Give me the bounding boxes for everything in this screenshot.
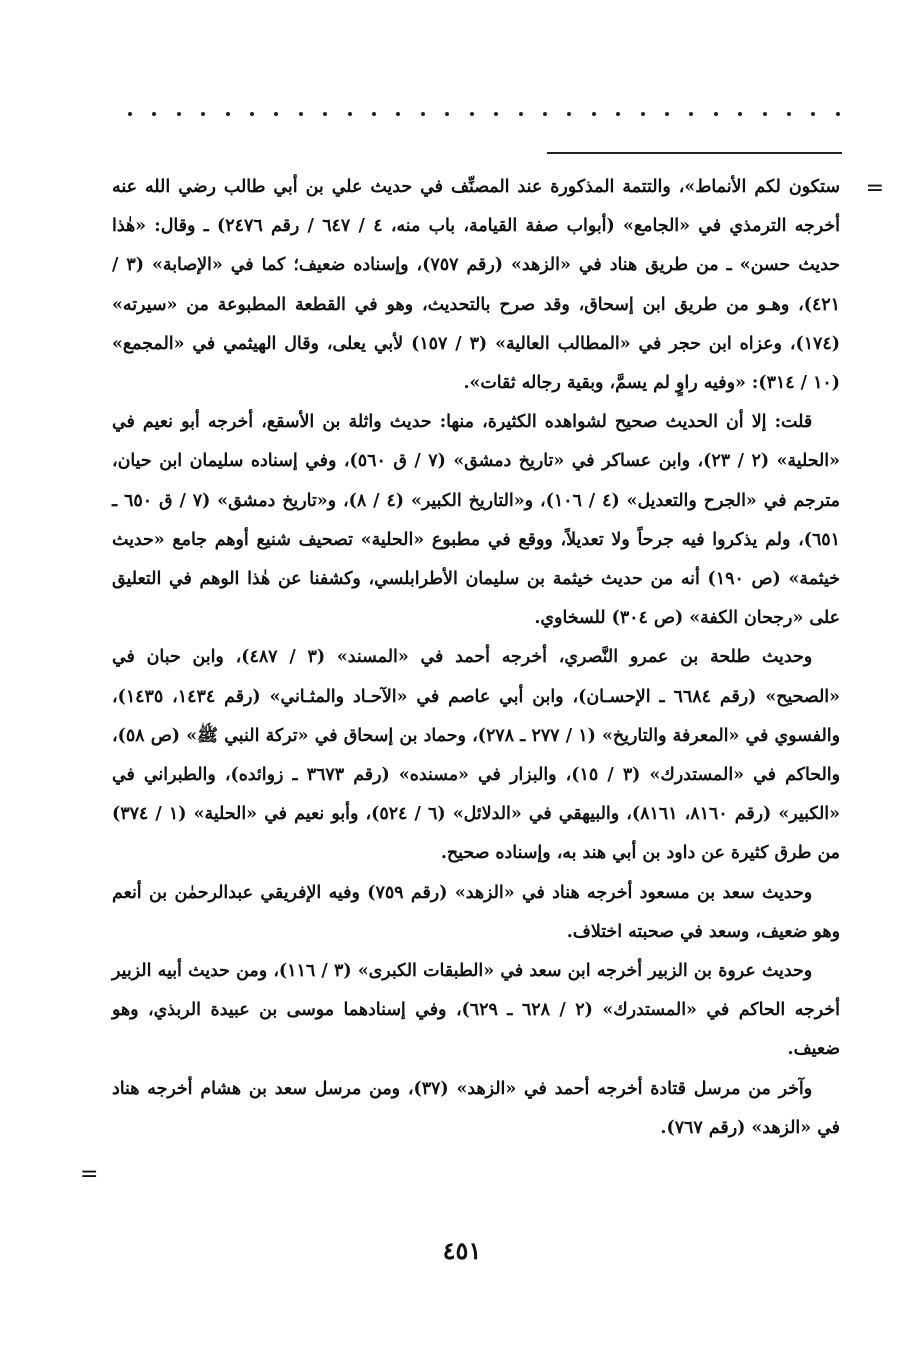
separator-dot — [787, 112, 791, 116]
footnote-paragraph-5: وحديث عروة بن الزبير أخرجه ابن سعد في «الطبقات الكبرى» (٣ / ١١٦)، ومن حديث أبيه الزبير أخرجه الحاكم في «المستدرك» (٢ / ٦٢٨ ـ ٦٢٩)، وفي إسنادهما موسى بن عبيدة الربذي، وهو ضعيف. — [112, 961, 840, 1060]
separator-dot — [592, 112, 596, 116]
separator-dot — [274, 112, 278, 116]
separator-dot — [811, 112, 815, 116]
separator-dot — [421, 112, 425, 116]
separator-dot — [738, 112, 742, 116]
dotted-separator — [128, 112, 840, 116]
continuation-mark-top: = — [865, 176, 884, 201]
separator-dot — [299, 112, 303, 116]
separator-dot — [445, 112, 449, 116]
separator-dot — [665, 112, 669, 116]
separator-dot — [567, 112, 571, 116]
footnote-block — [112, 168, 840, 1148]
footnote-paragraph-1: ستكون لكم الأنماط»، والتتمة المذكورة عند المصنِّف في حديث علي بن أبي طالب رضي الله عنه أخرجه الترمذي في «الجامع» (أبواب صفة القيامة، باب منه، ٤ / ٦٤٧ / رقم ٢٤٧٦) ـ وقال: «هٰذا حديث حسن» ـ من طريق هناد في «الزهد» (رقم ٧٥٧)، وإسناده ضعيف؛ كما في «الإصابة» (٣ / ٤٢١)، وهـو من طريق ابن إسحاق، وقد صرح بالتحديث، وهو في القطعة المطبوعة من «سيرته» (١٧٤)، وعزاه ابن حجر في «المطالب العالية» (٣ / ١٥٧) لأبي يعلى، وقال الهيثمي في «المجمع» (١٠ / ٣١٤): «وفيه راوٍ لم يسمَّ، وبقية رجاله ثقات». — [112, 177, 840, 394]
footnote-paragraph-2: قلت: إلا أن الحديث صحيح لشواهده الكثيرة، منها: حديث واثلة بن الأسقع، أخرجه أبو نعيم في «الحلية» (٢ / ٢٣)، وابن عساكر في «تاريخ دمشق» (٧ / ق ٥٦٠)، وفي إسناده سليمان ابن حيان، مترجم في «الجرح والتعديل» (٤ / ١٠٦)، و«التاريخ الكبير» (٤ / ٨)، و«تاريخ دمشق» (٧ / ق ٦٥٠ ـ ٦٥١)، ولم يذكروا فيه جرحاً ولا تعديلاً، ووقع في مطبوع «الحلية» تصحيف شنيع أوهم جامع «حديث خيثمة» (ص ١٩٠) أنه من حديث خيثمة بن سليمان الأطرابلسي، وكشفنا عن هٰذا الوهم في التعليق على «رجحان الكفة» (ص ٣٠٤) للسخاوي. — [112, 412, 840, 629]
separator-dot — [836, 112, 840, 116]
separator-dot — [201, 112, 205, 116]
separator-dot — [396, 112, 400, 116]
separator-dot — [152, 112, 156, 116]
footnote-paragraph-4: وحديث سعد بن مسعود أخرجه هناد في «الزهد» (رقم ٧٥٩) وفيه الإفريقي عبدالرحمٰن بن أنعم وهو ضعيف، وسعد في صحبته اختلاف. — [112, 882, 840, 942]
continuation-mark-bottom: = — [80, 1162, 99, 1187]
page-number: ٤٥١ — [442, 1236, 482, 1265]
separator-dot — [177, 112, 181, 116]
separator-dot — [250, 112, 254, 116]
separator-dot — [128, 112, 132, 116]
separator-dot — [323, 112, 327, 116]
footnote-paragraph-6: وآخر من مرسل قتادة أخرجه أحمد في «الزهد» (٣٧)، ومن مرسل سعد بن هشام أخرجه هناد في «الزهد» (رقم ٧٦٧). — [112, 1078, 840, 1138]
separator-dot — [616, 112, 620, 116]
footnote-paragraph-3: وحديث طلحة بن عمرو النَّصري، أخرجه أحمد في «المسند» (٣ / ٤٨٧)، وابن حبان في «الصحيح» (رقم ٦٦٨٤ ـ الإحسـان)، وابن أبي عاصم في «الآحـاد والمثـاني» (رقم ١٤٣٤، ١٤٣٥)، والفسوي في «المعرفة والتاريخ» (١ / ٢٧٧ ـ ٢٧٨)، وحماد بن إسحاق في «تركة النبي ﷺ» (ص ٥٨)، والحاكم في «المستدرك» (٣ / ١٥)، والبزار في «مسنده» (رقم ٣٦٧٣ ـ زوائده)، والطبراني في «الكبير» (رقم ٨١٦٠، ٨١٦١)، والبيهقي في «الدلائل» (٦ / ٥٢٤)، وأبو نعيم في «الحلية» (١ / ٣٧٤) من طرق كثيرة عن داود بن أبي هند به، وإسناده صحيح. — [112, 647, 840, 864]
separator-dot — [494, 112, 498, 116]
separator-dot — [543, 112, 547, 116]
separator-dot — [470, 112, 474, 116]
footnote-rule — [547, 152, 842, 154]
separator-dot — [226, 112, 230, 116]
separator-dot — [763, 112, 767, 116]
separator-dot — [714, 112, 718, 116]
separator-dot — [641, 112, 645, 116]
separator-dot — [689, 112, 693, 116]
separator-dot — [372, 112, 376, 116]
separator-dot — [519, 112, 523, 116]
separator-dot — [348, 112, 352, 116]
